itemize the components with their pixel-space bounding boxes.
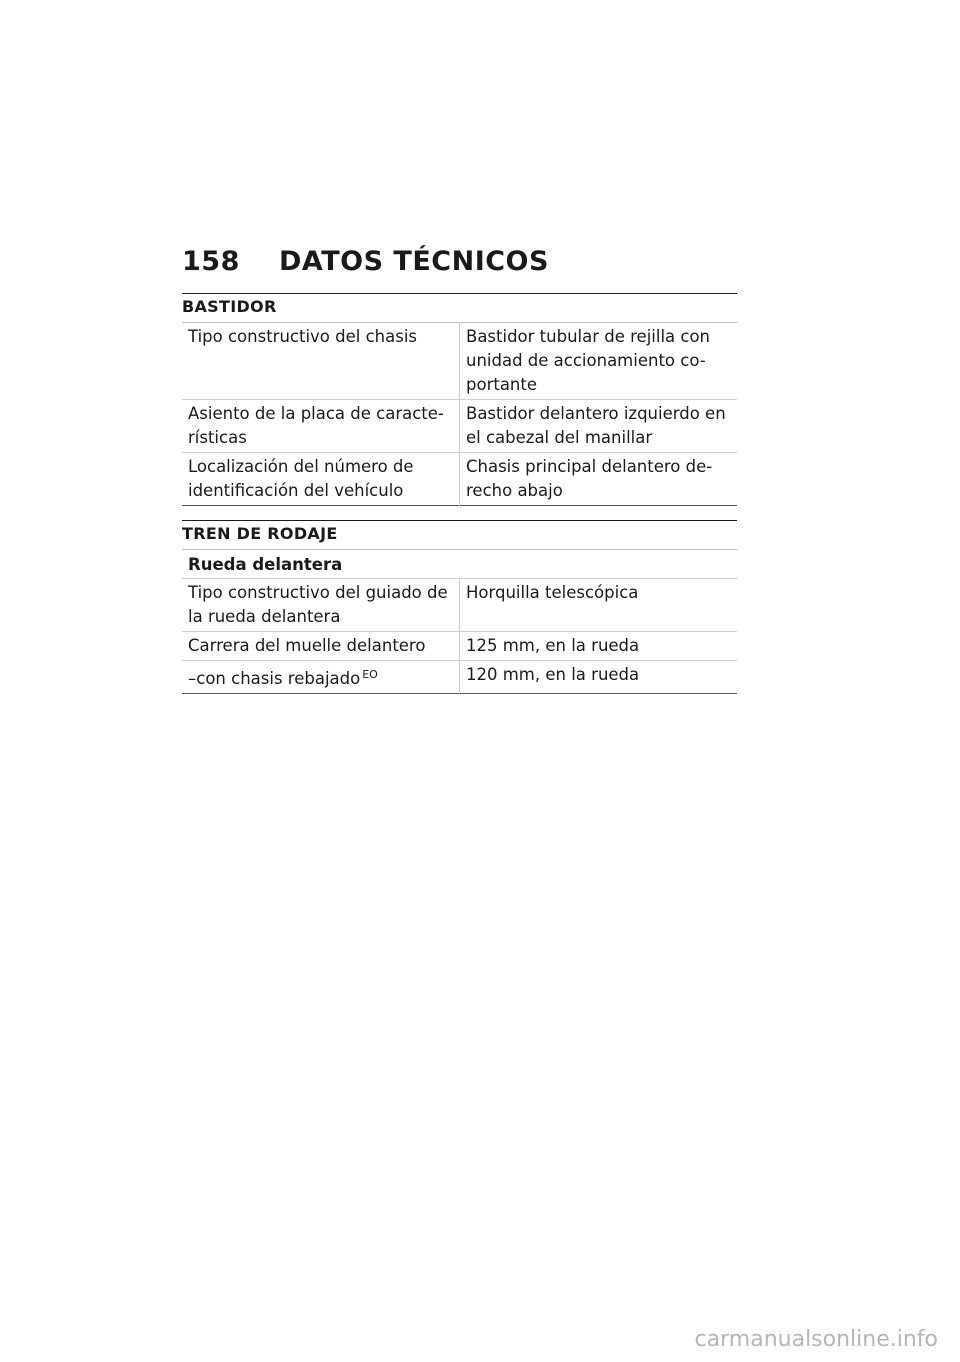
spec-value: 125 mm, en la rueda	[460, 632, 738, 661]
page-header	[182, 246, 737, 280]
watermark: carmanualsonline.info	[694, 1327, 938, 1352]
page-number: 158	[182, 246, 240, 277]
table-row	[182, 550, 737, 579]
section-title: BASTIDOR	[182, 297, 277, 316]
spec-label: Tipo constructivo del guiado de la rueda delantera	[182, 579, 460, 632]
spec-label: –con chasis rebajado	[188, 669, 361, 688]
spec-table	[182, 549, 737, 694]
section-title: TREN DE RODAJE	[182, 524, 338, 543]
section-tren-de-rodaje	[182, 520, 737, 694]
page-title: DATOS TÉCNICOS	[279, 246, 549, 277]
spec-label-with-sup	[182, 661, 460, 694]
table-row	[182, 632, 737, 661]
table-row	[182, 579, 737, 632]
spec-value: Bastidor tubular de rejilla con unidad de accionamiento co-portante	[466, 327, 711, 394]
spec-value: 120 mm, en la rueda	[460, 661, 738, 694]
table-row	[182, 661, 737, 694]
spec-table	[182, 322, 737, 506]
spec-value: Horquilla telescópica	[460, 579, 738, 632]
table-row	[182, 323, 737, 400]
table-subheading: Rueda delantera	[188, 555, 343, 574]
section-bastidor	[182, 293, 737, 506]
table-row	[182, 453, 737, 506]
spec-value: Chasis principal delantero de-recho abajo	[460, 453, 738, 506]
spec-label: Asiento de la placa de caracte-rísticas	[182, 400, 460, 453]
option-superscript: EO	[362, 668, 378, 681]
spec-label: Carrera del muelle delantero	[182, 632, 460, 661]
spec-value: Bastidor delantero izquierdo en el cabezal del manillar	[460, 400, 738, 453]
spec-label: Tipo constructivo del chasis	[182, 323, 460, 400]
page-content	[182, 246, 737, 694]
spec-label: Localización del número de identificación del vehículo	[182, 453, 460, 506]
table-row	[182, 400, 737, 453]
